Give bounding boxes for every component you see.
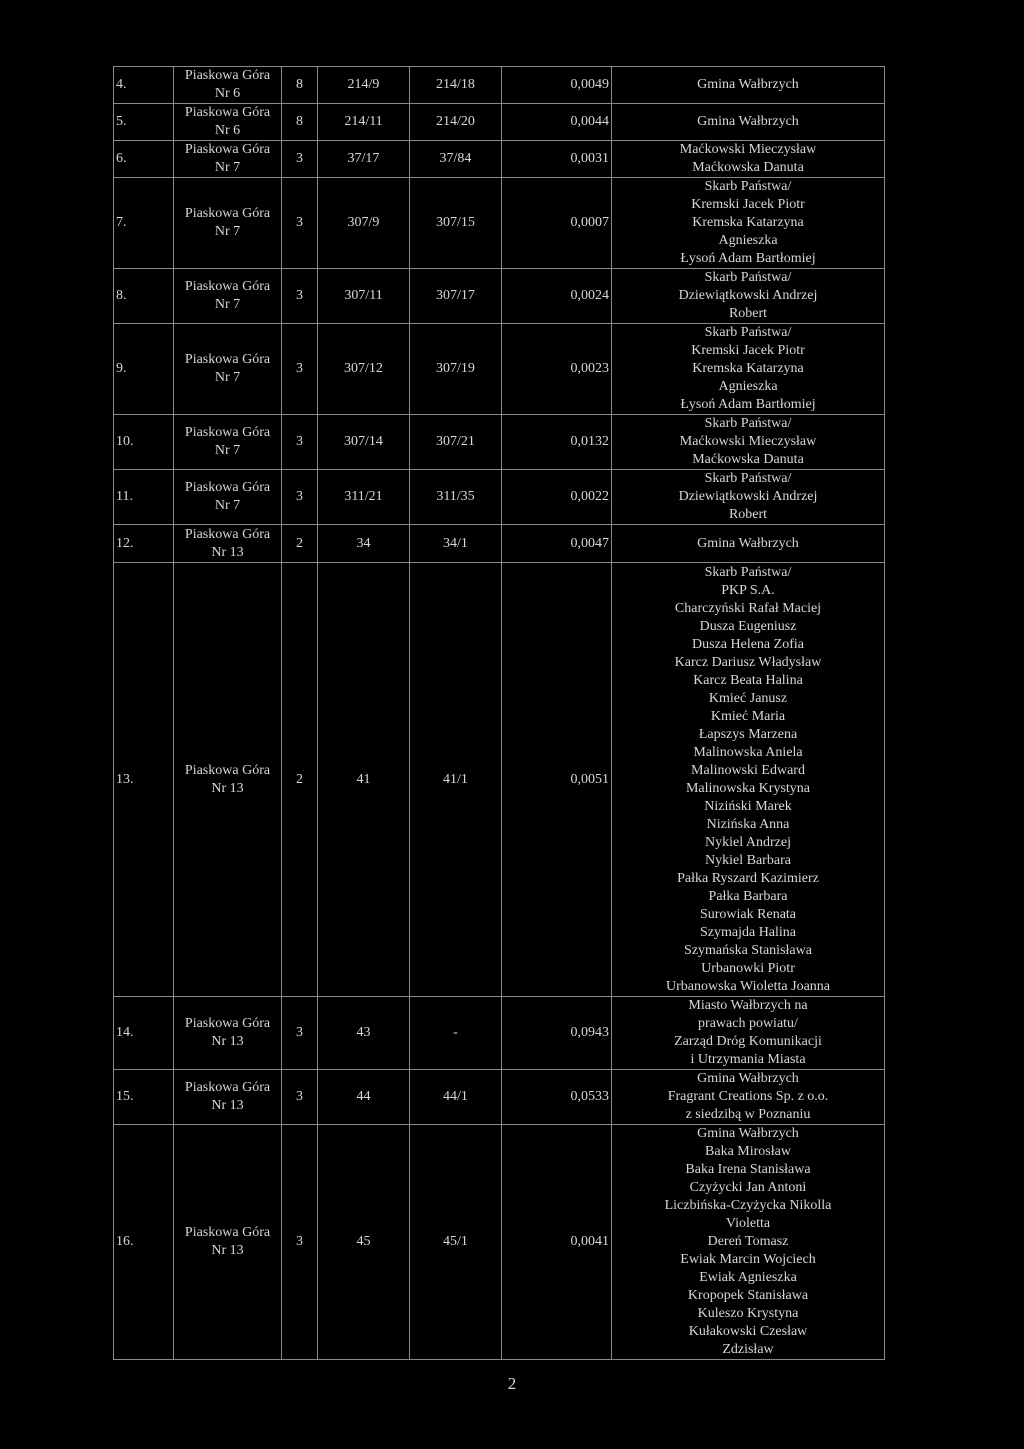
parcel-before: 307/9 (318, 178, 410, 269)
row-number: 9. (114, 324, 174, 415)
parcel-area: 0,0051 (502, 563, 612, 997)
owner-line: Karcz Dariusz Władysław (674, 654, 822, 670)
location-line: Piaskowa Góra (184, 68, 271, 83)
owner-line: Gmina Wałbrzych (697, 1071, 799, 1086)
parcel-after: 311/35 (410, 470, 502, 525)
owner-line: Agnieszka (718, 379, 778, 394)
row-number: 12. (114, 525, 174, 563)
owner-line: Charczyński Rafał Maciej (674, 600, 822, 616)
owner-line: Pałka Ryszard Kazimierz (677, 870, 819, 886)
owners-cell (612, 141, 885, 178)
owners-cell (612, 1125, 885, 1360)
owner-line: Liczbińska-Czyżycka Nikolla (664, 1198, 832, 1213)
owner-line: Zarząd Dróg Komunikacji (674, 1034, 822, 1049)
owner-line: Malinowska Krystyna (685, 780, 811, 796)
owner-line: Kmieć Janusz (708, 690, 788, 706)
parcel-after: 307/15 (410, 178, 502, 269)
row-number: 11. (114, 470, 174, 525)
location-line: Piaskowa Góra (184, 206, 271, 221)
owners-cell (612, 997, 885, 1070)
parcel-after: 307/19 (410, 324, 502, 415)
location-cell (174, 178, 282, 269)
map-sheet: 3 (282, 178, 318, 269)
parcel-after: 37/84 (410, 141, 502, 178)
map-sheet: 8 (282, 67, 318, 104)
parcel-area: 0,0049 (502, 67, 612, 104)
map-sheet: 3 (282, 415, 318, 470)
location-cell (174, 104, 282, 141)
owners-cell (612, 269, 885, 324)
location-line: Nr 7 (214, 443, 241, 458)
owner-line: Szymajda Halina (699, 924, 797, 940)
location-cell (174, 997, 282, 1070)
owner-line: Malinowska Aniela (693, 744, 803, 760)
location-line: Nr 13 (211, 780, 244, 796)
owner-line: Dusza Eugeniusz (699, 618, 797, 634)
owner-line: Nykiel Barbara (705, 852, 791, 868)
parcel-before: 307/14 (318, 415, 410, 470)
location-line: Piaskowa Góra (184, 279, 271, 294)
location-cell (174, 67, 282, 104)
owner-line: Zdzisław (722, 1342, 774, 1357)
table-row (114, 67, 885, 104)
map-sheet: 3 (282, 324, 318, 415)
owner-line: Robert (728, 306, 768, 321)
table-row (114, 141, 885, 178)
location-cell (174, 1070, 282, 1125)
parcel-area: 0,0943 (502, 997, 612, 1070)
parcel-area: 0,0007 (502, 178, 612, 269)
location-cell (174, 1125, 282, 1360)
owner-line: Fragrant Creations Sp. z o.o. (667, 1089, 829, 1104)
table-row (114, 997, 885, 1070)
owner-line: Kuleszo Krystyna (697, 1306, 799, 1321)
owners-cell (612, 563, 885, 997)
owner-line: Gmina Wałbrzych (697, 1126, 799, 1141)
owner-line: Łysoń Adam Bartłomiej (680, 397, 816, 412)
owner-line: Robert (728, 507, 768, 522)
row-number: 7. (114, 178, 174, 269)
table-row (114, 470, 885, 525)
location-line: Nr 7 (214, 297, 241, 312)
parcel-after: 44/1 (410, 1070, 502, 1125)
owner-line: Kułakowski Czesław (688, 1324, 808, 1339)
parcel-after: 307/17 (410, 269, 502, 324)
location-cell (174, 269, 282, 324)
table-row (114, 269, 885, 324)
page-number: 2 (507, 1374, 517, 1393)
table-row (114, 525, 885, 563)
location-line: Piaskowa Góra (184, 142, 271, 157)
owner-line: Nykiel Andrzej (705, 834, 791, 850)
parcel-table (113, 66, 885, 1360)
owner-line: Nizińska Anna (706, 816, 790, 832)
row-number: 4. (114, 67, 174, 104)
owner-line: Kremska Katarzyna (692, 215, 804, 230)
parcel-after: 34/1 (410, 525, 502, 563)
table-row (114, 178, 885, 269)
location-line: Nr 13 (211, 544, 244, 560)
location-cell (174, 415, 282, 470)
parcel-before: 307/11 (318, 269, 410, 324)
location-line: Nr 13 (211, 1098, 244, 1113)
owner-line: Skarb Państwa/ (704, 416, 792, 431)
owner-line: Szymańska Stanisława (684, 942, 812, 958)
parcel-table-body (114, 67, 885, 1360)
parcel-after: 41/1 (410, 563, 502, 997)
owners-cell (612, 104, 885, 141)
parcel-area: 0,0533 (502, 1070, 612, 1125)
location-cell (174, 525, 282, 563)
row-number: 5. (114, 104, 174, 141)
owner-line: Kmieć Maria (710, 708, 786, 724)
owner-line: Maćkowski Mieczysław (679, 142, 817, 157)
location-line: Piaskowa Góra (184, 352, 271, 367)
owner-line: Baka Mirosław (705, 1144, 791, 1159)
owner-line: Skarb Państwa/ (704, 270, 792, 285)
owner-line: Łysoń Adam Bartłomiej (680, 251, 816, 266)
owner-line: Ewiak Marcin Wojciech (680, 1252, 816, 1267)
owner-line: Pałka Barbara (708, 888, 788, 904)
table-row (114, 104, 885, 141)
table-row (114, 415, 885, 470)
owners-cell (612, 324, 885, 415)
location-cell (174, 324, 282, 415)
owner-line: Urbanowska Wioletta Joanna (665, 978, 831, 994)
row-number: 14. (114, 997, 174, 1070)
owner-line: Dziewiątkowski Andrzej (678, 288, 818, 303)
owner-line: Skarb Państwa/ (704, 325, 792, 340)
owners-cell (612, 415, 885, 470)
row-number: 6. (114, 141, 174, 178)
parcel-before: 307/12 (318, 324, 410, 415)
parcel-before: 214/11 (318, 104, 410, 141)
owner-line: Maćkowski Mieczysław (679, 434, 817, 449)
owner-line: Violetta (725, 1216, 771, 1231)
owner-line: Niziński Marek (704, 798, 792, 814)
parcel-before: 311/21 (318, 470, 410, 525)
parcel-area: 0,0047 (502, 525, 612, 563)
parcel-before: 214/9 (318, 67, 410, 104)
owner-line: i Utrzymania Miasta (690, 1052, 806, 1067)
row-number: 13. (114, 563, 174, 997)
owner-line: Miasto Wałbrzych na (688, 998, 808, 1013)
parcel-area: 0,0022 (502, 470, 612, 525)
owner-line: z siedzibą w Poznaniu (685, 1107, 811, 1122)
location-line: Piaskowa Góra (184, 526, 271, 542)
owner-line: Dusza Helena Zofia (692, 636, 804, 652)
table-row (114, 563, 885, 997)
location-line: Nr 7 (214, 160, 241, 175)
row-number: 15. (114, 1070, 174, 1125)
owner-line: Maćkowska Danuta (692, 160, 804, 175)
owner-line: Gmina Wałbrzych (697, 114, 799, 129)
location-line: Piaskowa Góra (184, 480, 271, 495)
location-line: Nr 6 (214, 123, 241, 138)
map-sheet: 3 (282, 997, 318, 1070)
location-cell (174, 470, 282, 525)
owners-cell (612, 178, 885, 269)
owner-line: Dziewiątkowski Andrzej (678, 489, 818, 504)
owners-cell (612, 67, 885, 104)
location-line: Nr 13 (211, 1034, 244, 1049)
location-cell (174, 563, 282, 997)
map-sheet: 2 (282, 525, 318, 563)
location-line: Piaskowa Góra (184, 105, 271, 120)
map-sheet: 2 (282, 563, 318, 997)
owners-cell (612, 1070, 885, 1125)
map-sheet: 3 (282, 141, 318, 178)
owner-line: Agnieszka (718, 233, 778, 248)
parcel-after: 45/1 (410, 1125, 502, 1360)
parcel-area: 0,0031 (502, 141, 612, 178)
parcel-area: 0,0041 (502, 1125, 612, 1360)
parcel-area: 0,0132 (502, 415, 612, 470)
parcel-before: 43 (318, 997, 410, 1070)
owner-line: PKP S.A. (721, 582, 775, 598)
row-number: 16. (114, 1125, 174, 1360)
owner-line: Łapszys Marzena (698, 726, 798, 742)
location-cell (174, 141, 282, 178)
owner-line: Gmina Wałbrzych (697, 535, 799, 551)
row-number: 8. (114, 269, 174, 324)
owner-line: Czyżycki Jan Antoni (689, 1180, 807, 1195)
parcel-before: 41 (318, 563, 410, 997)
parcel-area: 0,0044 (502, 104, 612, 141)
location-line: Piaskowa Góra (184, 1080, 271, 1095)
location-line: Piaskowa Góra (184, 1225, 271, 1240)
parcel-area: 0,0024 (502, 269, 612, 324)
table-row (114, 1125, 885, 1360)
location-line: Nr 7 (214, 224, 241, 239)
table-row (114, 324, 885, 415)
row-number: 10. (114, 415, 174, 470)
table-row (114, 1070, 885, 1125)
owners-cell (612, 525, 885, 563)
location-line: Piaskowa Góra (184, 425, 271, 440)
owner-line: Karcz Beata Halina (693, 672, 803, 688)
owner-line: Surowiak Renata (699, 906, 797, 922)
owner-line: Baka Irena Stanisława (685, 1162, 811, 1177)
owner-line: prawach powiatu/ (698, 1016, 798, 1031)
owner-line: Dereń Tomasz (707, 1234, 789, 1249)
location-line: Nr 7 (214, 370, 241, 385)
owner-line: Malinowski Edward (691, 762, 805, 778)
map-sheet: 3 (282, 470, 318, 525)
location-line: Nr 13 (211, 1243, 244, 1258)
parcel-after: - (410, 997, 502, 1070)
parcel-after: 214/20 (410, 104, 502, 141)
map-sheet: 8 (282, 104, 318, 141)
map-sheet: 3 (282, 1070, 318, 1125)
owner-line: Gmina Wałbrzych (697, 77, 799, 92)
parcel-before: 45 (318, 1125, 410, 1360)
parcel-before: 34 (318, 525, 410, 563)
owner-line: Skarb Państwa/ (704, 179, 792, 194)
map-sheet: 3 (282, 269, 318, 324)
parcel-area: 0,0023 (502, 324, 612, 415)
owner-line: Skarb Państwa/ (704, 471, 792, 486)
owner-line: Kremski Jacek Piotr (691, 197, 805, 212)
location-line: Nr 6 (214, 86, 241, 101)
location-line: Piaskowa Góra (184, 762, 271, 778)
owner-line: Kropopek Stanisława (687, 1288, 809, 1303)
parcel-before: 44 (318, 1070, 410, 1125)
parcel-after: 214/18 (410, 67, 502, 104)
location-line: Nr 7 (214, 498, 241, 513)
parcel-after: 307/21 (410, 415, 502, 470)
owner-line: Skarb Państwa/ (704, 564, 792, 580)
owner-line: Maćkowska Danuta (692, 452, 804, 467)
parcel-before: 37/17 (318, 141, 410, 178)
owner-line: Ewiak Agnieszka (699, 1270, 797, 1285)
owner-line: Kremski Jacek Piotr (691, 343, 805, 358)
location-line: Piaskowa Góra (184, 1016, 271, 1031)
map-sheet: 3 (282, 1125, 318, 1360)
owner-line: Urbanowki Piotr (701, 960, 795, 976)
owners-cell (612, 470, 885, 525)
owner-line: Kremska Katarzyna (692, 361, 804, 376)
